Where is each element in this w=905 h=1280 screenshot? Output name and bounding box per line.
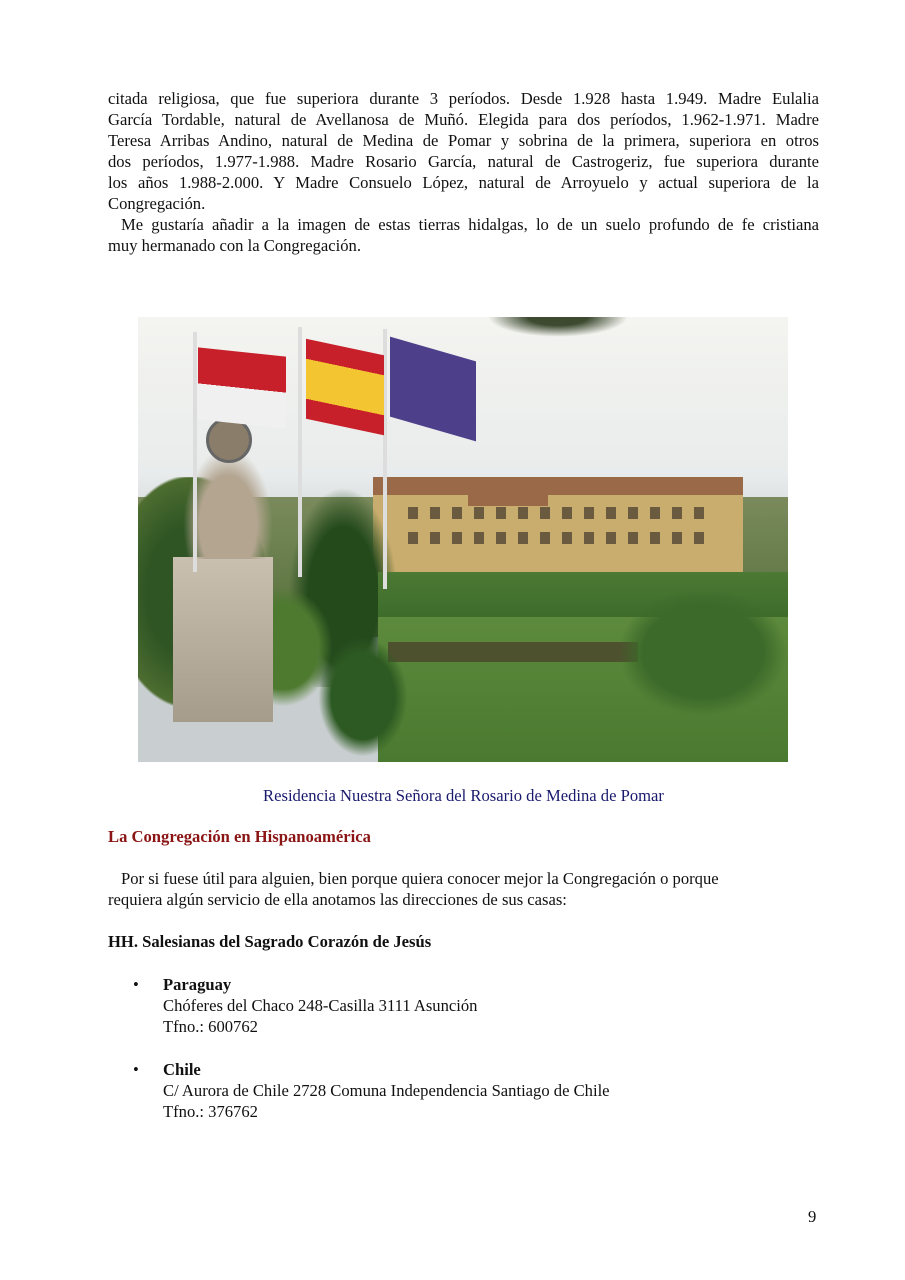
text-line: requiera algún servicio de ella anotamos las direcciones de sus casas: (108, 890, 567, 909)
bullet: • (133, 1060, 139, 1079)
text-line: los años 1.988-2.000. Y Madre Consuelo López, natural de Arroyuelo y actual superiora de la (108, 173, 819, 192)
house-address: Chóferes del Chaco 248-Casilla 3111 Asunción (163, 996, 478, 1015)
text-line: Teresa Arribas Andino, natural de Medina de Pomar y sobrina de la primera, superiora en otros (108, 131, 819, 150)
text-line: muy hermanado con la Congregación. (108, 236, 361, 255)
house-address: C/ Aurora de Chile 2728 Comuna Independencia Santiago de Chile (163, 1081, 610, 1100)
figure-caption: Residencia Nuestra Señora del Rosario de Medina de Pomar (263, 786, 664, 805)
section-heading: La Congregación en Hispanoamérica (108, 827, 371, 846)
text-line: Congregación. (108, 194, 206, 213)
house-phone: Tfno.: 600762 (163, 1017, 258, 1036)
house-country: Paraguay (163, 975, 232, 994)
house-phone: Tfno.: 376762 (163, 1102, 258, 1121)
text-line: Me gustaría añadir a la imagen de estas tierras hidalgas, lo de un suelo profundo de fe cristiana (121, 215, 819, 234)
congregation-subheading: HH. Salesianas del Sagrado Corazón de Jesús (108, 932, 432, 951)
text-line: Por si fuese útil para alguien, bien porque quiera conocer mejor la Congregación o porque (121, 869, 719, 888)
text-line: citada religiosa, que fue superiora durante 3 períodos. Desde 1.928 hasta 1.949. Madre Eulalia (108, 89, 819, 108)
house-country: Chile (163, 1060, 201, 1079)
text-line: García Tordable, natural de Avellanosa de Muñó. Elegida para dos períodos, 1.962-1.971. Madre (108, 110, 819, 129)
bullet: • (133, 975, 139, 994)
text-line: dos períodos, 1.977-1.988. Madre Rosario García, natural de Castrogeriz, fue superiora durante (108, 152, 819, 171)
page-number: 9 (808, 1207, 817, 1226)
residence-photo (138, 317, 788, 762)
